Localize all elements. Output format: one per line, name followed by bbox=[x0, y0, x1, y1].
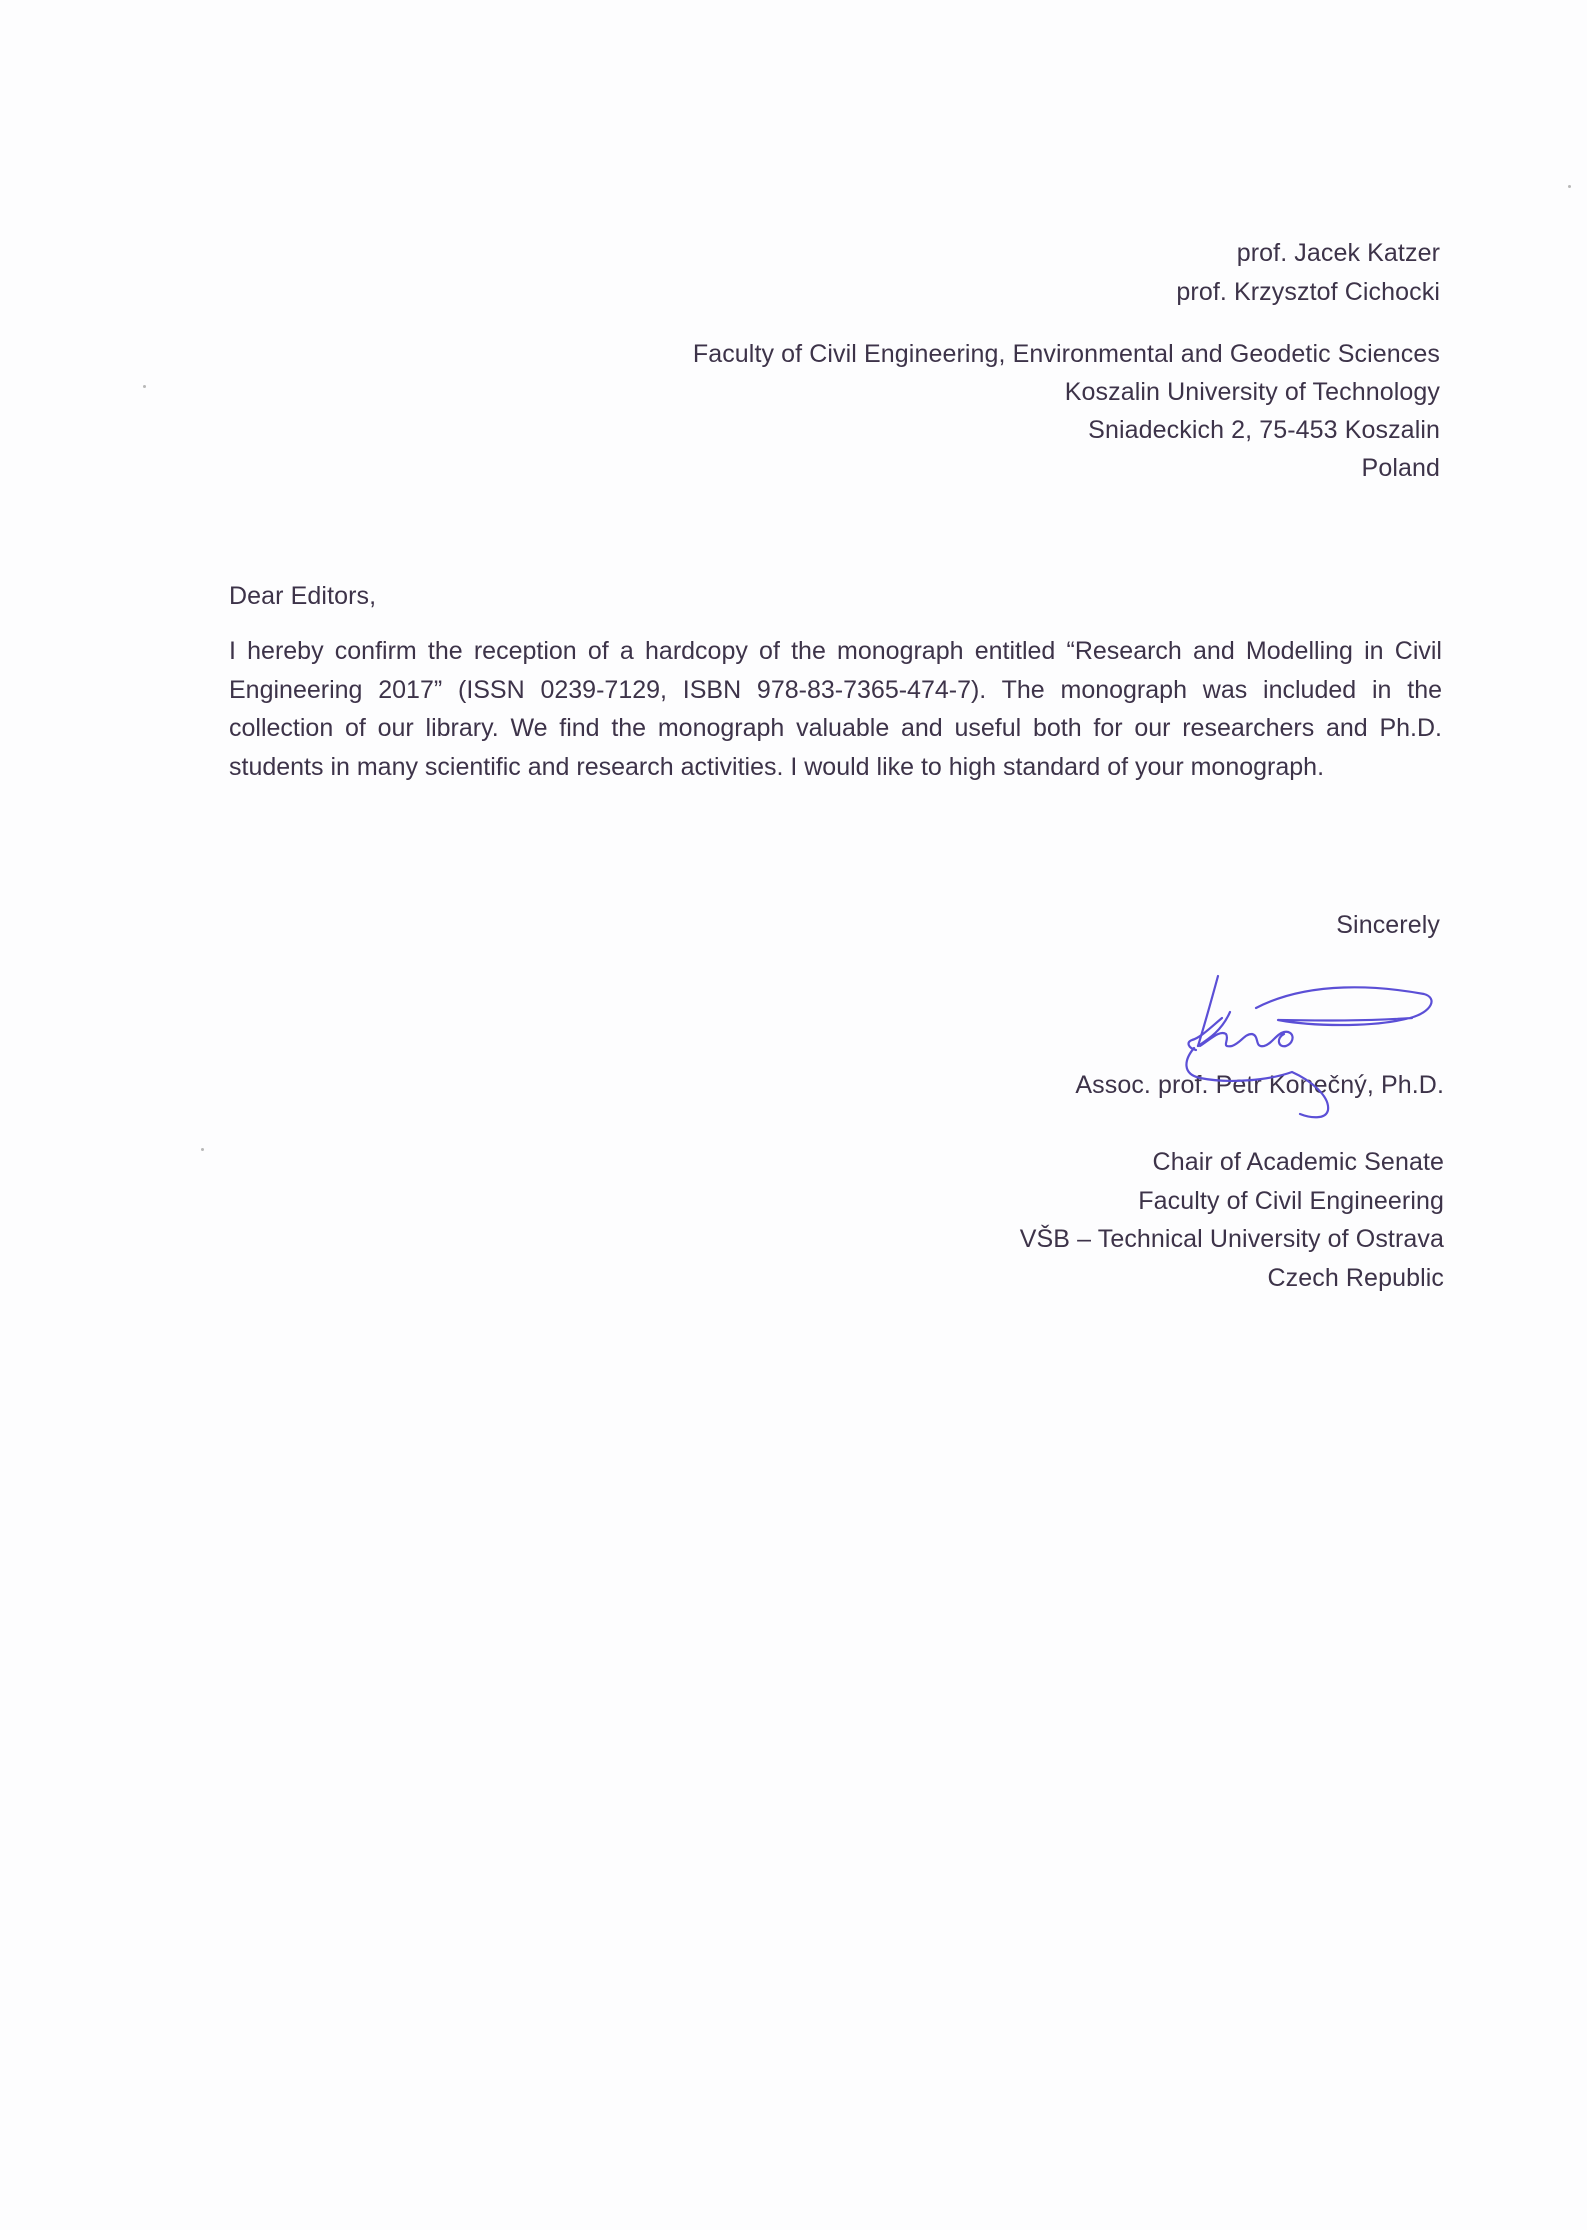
sender-affiliation-line-1: Chair of Academic Senate bbox=[1152, 1148, 1444, 1176]
closing: Sincerely bbox=[1336, 911, 1440, 939]
sender-affiliation-line-2: Faculty of Civil Engineering bbox=[1138, 1187, 1444, 1215]
scan-speck bbox=[143, 385, 146, 388]
sender-name: Assoc. prof. Petr Konečný, Ph.D. bbox=[1075, 1071, 1444, 1099]
recipient-name-2: prof. Krzysztof Cichocki bbox=[1176, 278, 1440, 306]
recipient-name-1: prof. Jacek Katzer bbox=[1236, 239, 1440, 267]
recipient-address-line-1: Faculty of Civil Engineering, Environmental and Geodetic Sciences bbox=[692, 340, 1440, 368]
recipient-address-line-4: Poland bbox=[1361, 454, 1440, 482]
sender-affiliation-line-3: VŠB – Technical University of Ostrava bbox=[1019, 1225, 1444, 1253]
body-paragraph: I hereby confirm the reception of a hardcopy of the monograph entitled “Research and Modelling in Civil Engineering 2017” (ISSN 0239-7129, ISBN 978-83-7365-474-7). The monograph was included in the collection of our library. We find the monograph valuable and useful both for our researchers and Ph.D. students in many scientific and research activities. I would like to high standard of your monograph. bbox=[229, 637, 1442, 782]
handwritten-signature bbox=[1160, 968, 1440, 1133]
recipient-address-line-3: Sniadeckich 2, 75-453 Koszalin bbox=[1088, 416, 1440, 444]
recipient-address-line-2: Koszalin University of Technology bbox=[1064, 378, 1440, 406]
signature-stroke-loop bbox=[1256, 987, 1432, 1025]
salutation: Dear Editors, bbox=[229, 582, 377, 610]
signature-stroke-tail bbox=[1186, 1048, 1328, 1117]
scan-speck bbox=[1568, 185, 1571, 188]
sender-affiliation-line-4: Czech Republic bbox=[1267, 1264, 1444, 1292]
scan-speck bbox=[201, 1148, 204, 1151]
